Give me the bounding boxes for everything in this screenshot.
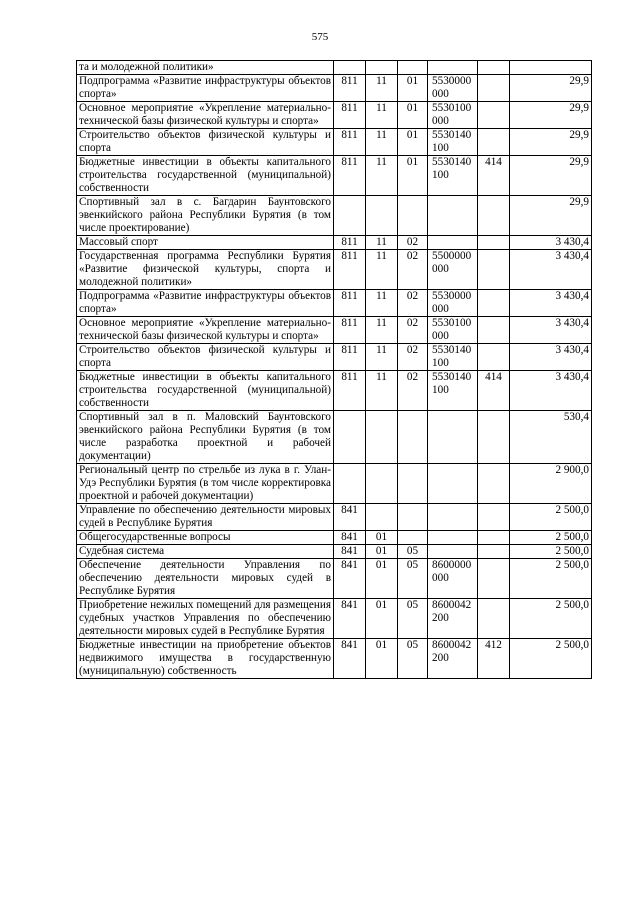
row-subsection-cell (398, 411, 428, 464)
row-name-cell: Спортивный зал в с. Багдарин Баунтовского эвенкийского района Республики Бурятия (в том числе проектирование) (77, 196, 334, 236)
row-target-article-cell: 5530140 100 (428, 371, 478, 411)
row-name-cell: Массовый спорт (77, 236, 334, 250)
row-grbs-cell: 811 (334, 371, 366, 411)
table-row (77, 344, 592, 371)
row-grbs-cell: 811 (334, 129, 366, 156)
row-name-cell: Основное мероприятие «Укрепление материально-технической базы физической культуры и спорта» (77, 102, 334, 129)
row-target-article-cell: 5530140 100 (428, 344, 478, 371)
row-section-cell (366, 411, 398, 464)
row-amount-cell: 2 500,0 (510, 531, 592, 545)
row-target-article-cell: 8600042 200 (428, 599, 478, 639)
row-expense-type-cell (478, 344, 510, 371)
row-amount-cell: 2 500,0 (510, 639, 592, 679)
row-section-cell: 11 (366, 75, 398, 102)
row-target-article-cell (428, 504, 478, 531)
table-row (77, 156, 592, 196)
row-expense-type-cell (478, 504, 510, 531)
row-section-cell: 01 (366, 559, 398, 599)
row-name-cell: Обеспечение деятельности Управления по обеспечению деятельности мировых судей в Республике Бурятия (77, 559, 334, 599)
table-row (77, 61, 592, 75)
row-section-cell: 01 (366, 639, 398, 679)
row-grbs-cell: 811 (334, 250, 366, 290)
row-amount-cell: 530,4 (510, 411, 592, 464)
row-grbs-cell (334, 196, 366, 236)
row-amount-cell: 2 500,0 (510, 545, 592, 559)
row-section-cell (366, 196, 398, 236)
row-amount-cell: 2 900,0 (510, 464, 592, 504)
table-row (77, 411, 592, 464)
row-expense-type-cell (478, 545, 510, 559)
row-target-article-cell: 5530100 000 (428, 102, 478, 129)
row-amount-cell: 29,9 (510, 196, 592, 236)
row-subsection-cell: 02 (398, 236, 428, 250)
row-section-cell: 01 (366, 531, 398, 545)
row-subsection-cell: 02 (398, 371, 428, 411)
row-target-article-cell (428, 531, 478, 545)
row-subsection-cell: 01 (398, 75, 428, 102)
row-section-cell: 11 (366, 290, 398, 317)
table-row (77, 102, 592, 129)
row-expense-type-cell (478, 129, 510, 156)
row-section-cell: 11 (366, 102, 398, 129)
row-amount-cell: 29,9 (510, 156, 592, 196)
row-amount-cell (510, 61, 592, 75)
row-name-cell: Спортивный зал в п. Маловский Баунтовского эвенкийского района Республики Бурятия (в том числе разработка проектной и рабочей документации) (77, 411, 334, 464)
table-row (77, 250, 592, 290)
row-subsection-cell: 05 (398, 545, 428, 559)
page-number: 575 (311, 31, 329, 43)
row-section-cell: 11 (366, 371, 398, 411)
row-target-article-cell: 5530000 000 (428, 290, 478, 317)
row-section-cell (366, 61, 398, 75)
row-expense-type-cell (478, 75, 510, 102)
row-expense-type-cell (478, 317, 510, 344)
table-row (77, 464, 592, 504)
row-amount-cell: 29,9 (510, 129, 592, 156)
row-expense-type-cell (478, 102, 510, 129)
row-grbs-cell: 811 (334, 156, 366, 196)
row-name-cell: Подпрограмма «Развитие инфраструктуры объектов спорта» (77, 290, 334, 317)
row-grbs-cell: 811 (334, 75, 366, 102)
row-subsection-cell: 02 (398, 250, 428, 290)
row-section-cell: 11 (366, 156, 398, 196)
row-expense-type-cell (478, 236, 510, 250)
row-subsection-cell: 02 (398, 344, 428, 371)
row-name-cell: Судебная система (77, 545, 334, 559)
row-name-cell: та и молодежной политики» (77, 61, 334, 75)
table-row (77, 504, 592, 531)
row-target-article-cell: 5530000 000 (428, 75, 478, 102)
row-amount-cell: 2 500,0 (510, 504, 592, 531)
row-grbs-cell: 841 (334, 599, 366, 639)
row-subsection-cell: 05 (398, 599, 428, 639)
row-expense-type-cell: 412 (478, 639, 510, 679)
row-subsection-cell: 01 (398, 156, 428, 196)
table-row (77, 290, 592, 317)
row-name-cell: Строительство объектов физической культуры и спорта (77, 129, 334, 156)
row-subsection-cell (398, 196, 428, 236)
row-expense-type-cell (478, 250, 510, 290)
row-subsection-cell (398, 61, 428, 75)
row-subsection-cell: 05 (398, 559, 428, 599)
row-target-article-cell: 5530140 100 (428, 156, 478, 196)
row-name-cell: Подпрограмма «Развитие инфраструктуры объектов спорта» (77, 75, 334, 102)
row-name-cell: Бюджетные инвестиции в объекты капитального строительства государственной (муниципальной) собственности (77, 156, 334, 196)
row-subsection-cell: 05 (398, 639, 428, 679)
row-grbs-cell: 841 (334, 504, 366, 531)
row-expense-type-cell: 414 (478, 156, 510, 196)
row-target-article-cell: 5500000 000 (428, 250, 478, 290)
row-amount-cell: 3 430,4 (510, 371, 592, 411)
row-name-cell: Строительство объектов физической культуры и спорта (77, 344, 334, 371)
table-row (77, 559, 592, 599)
budget-table-body (77, 61, 592, 679)
table-row (77, 75, 592, 102)
row-amount-cell: 2 500,0 (510, 599, 592, 639)
row-grbs-cell: 811 (334, 102, 366, 129)
row-expense-type-cell (478, 599, 510, 639)
row-expense-type-cell (478, 464, 510, 504)
row-expense-type-cell (478, 531, 510, 545)
row-target-article-cell: 5530140 100 (428, 129, 478, 156)
row-name-cell: Управление по обеспечению деятельности мировых судей в Республике Бурятия (77, 504, 334, 531)
table-row (77, 599, 592, 639)
row-target-article-cell (428, 196, 478, 236)
row-name-cell: Государственная программа Республики Бурятия «Развитие физической культуры, спорта и молодежной политики» (77, 250, 334, 290)
row-amount-cell: 3 430,4 (510, 250, 592, 290)
row-grbs-cell: 811 (334, 344, 366, 371)
row-section-cell (366, 504, 398, 531)
table-row (77, 371, 592, 411)
row-section-cell: 11 (366, 317, 398, 344)
row-target-article-cell: 8600042 200 (428, 639, 478, 679)
row-target-article-cell (428, 545, 478, 559)
row-name-cell: Общегосударственные вопросы (77, 531, 334, 545)
row-section-cell (366, 464, 398, 504)
row-amount-cell: 3 430,4 (510, 290, 592, 317)
row-expense-type-cell: 414 (478, 371, 510, 411)
row-name-cell: Бюджетные инвестиции в объекты капитального строительства государственной (муниципальной) собственности (77, 371, 334, 411)
budget-table (76, 60, 592, 679)
table-row (77, 196, 592, 236)
row-section-cell: 11 (366, 129, 398, 156)
row-subsection-cell: 01 (398, 102, 428, 129)
row-subsection-cell: 02 (398, 317, 428, 344)
row-amount-cell: 2 500,0 (510, 559, 592, 599)
row-target-article-cell: 8600000 000 (428, 559, 478, 599)
row-target-article-cell (428, 61, 478, 75)
row-amount-cell: 29,9 (510, 75, 592, 102)
row-amount-cell: 3 430,4 (510, 236, 592, 250)
row-grbs-cell: 811 (334, 317, 366, 344)
row-expense-type-cell (478, 196, 510, 236)
row-section-cell: 11 (366, 236, 398, 250)
row-grbs-cell: 841 (334, 639, 366, 679)
row-amount-cell: 3 430,4 (510, 344, 592, 371)
row-target-article-cell (428, 236, 478, 250)
row-grbs-cell: 811 (334, 236, 366, 250)
row-grbs-cell: 841 (334, 545, 366, 559)
row-subsection-cell (398, 464, 428, 504)
row-name-cell: Региональный центр по стрельбе из лука в г. Улан-Удэ Республики Бурятия (в том числе корректировка проектной и рабочей документации) (77, 464, 334, 504)
row-name-cell: Приобретение нежилых помещений для размещения судебных участков Управления по обеспечению деятельности мировых судей в Республике Бурятия (77, 599, 334, 639)
row-grbs-cell: 841 (334, 531, 366, 545)
table-row (77, 317, 592, 344)
row-section-cell: 01 (366, 545, 398, 559)
table-row (77, 129, 592, 156)
row-subsection-cell (398, 531, 428, 545)
row-subsection-cell (398, 504, 428, 531)
row-name-cell: Основное мероприятие «Укрепление материально-технической базы физической культуры и спорта» (77, 317, 334, 344)
row-amount-cell: 29,9 (510, 102, 592, 129)
row-section-cell: 11 (366, 344, 398, 371)
row-expense-type-cell (478, 559, 510, 599)
table-row (77, 236, 592, 250)
row-grbs-cell: 811 (334, 290, 366, 317)
row-target-article-cell (428, 411, 478, 464)
row-subsection-cell: 01 (398, 129, 428, 156)
row-expense-type-cell (478, 61, 510, 75)
row-target-article-cell (428, 464, 478, 504)
row-section-cell: 11 (366, 250, 398, 290)
row-section-cell: 01 (366, 599, 398, 639)
row-target-article-cell: 5530100 000 (428, 317, 478, 344)
table-row (77, 531, 592, 545)
table-row (77, 545, 592, 559)
row-grbs-cell: 841 (334, 559, 366, 599)
row-grbs-cell (334, 61, 366, 75)
row-grbs-cell (334, 464, 366, 504)
row-amount-cell: 3 430,4 (510, 317, 592, 344)
row-grbs-cell (334, 411, 366, 464)
row-expense-type-cell (478, 290, 510, 317)
row-expense-type-cell (478, 411, 510, 464)
table-row (77, 639, 592, 679)
row-name-cell: Бюджетные инвестиции на приобретение объектов недвижимого имущества в государственную (муниципальную) собственность (77, 639, 334, 679)
row-subsection-cell: 02 (398, 290, 428, 317)
